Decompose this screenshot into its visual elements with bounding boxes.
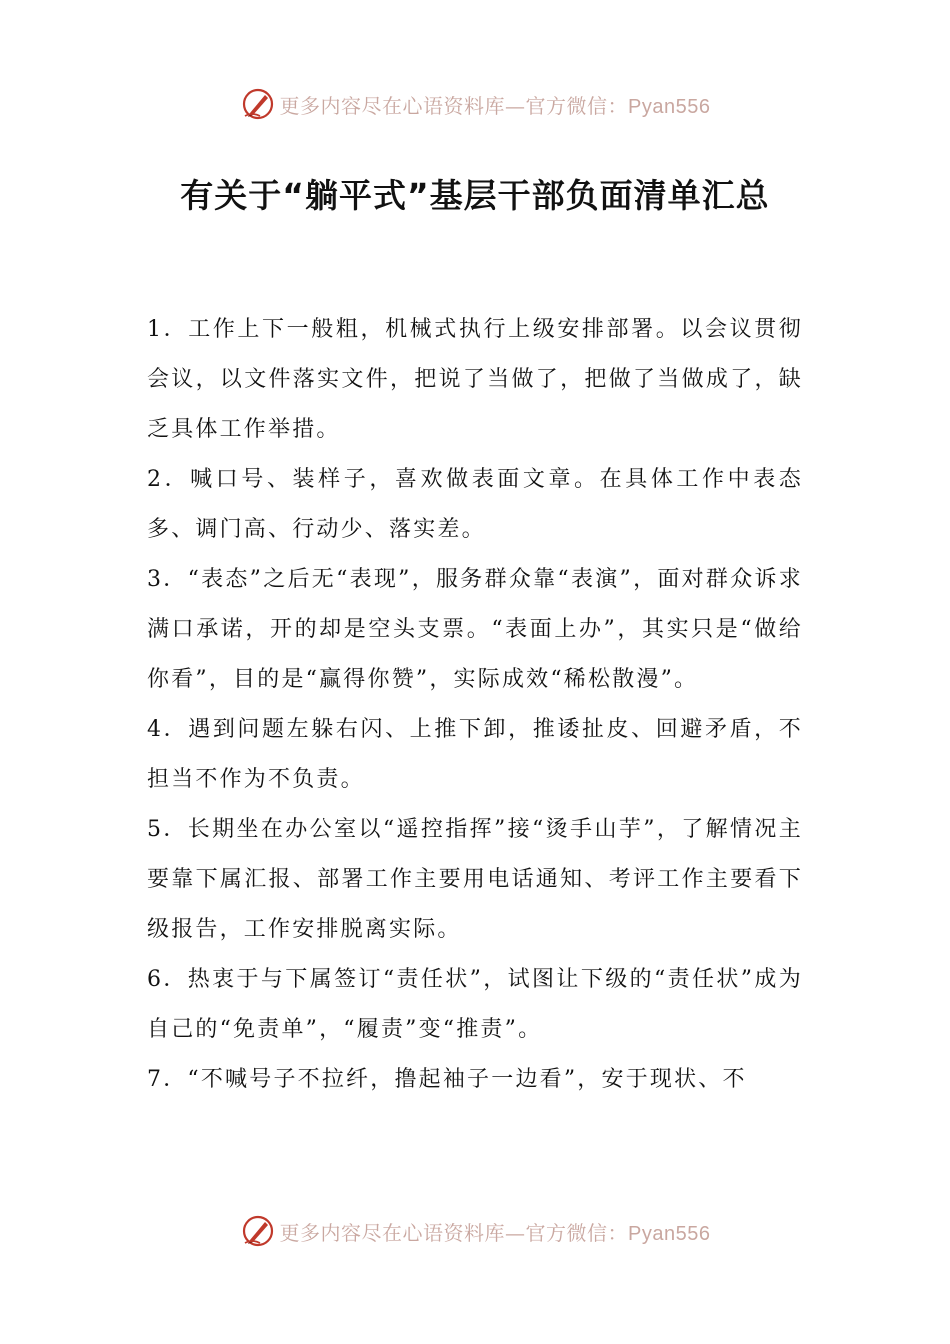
list-item: 2．喊口号、装样子，喜欢做表面文章。在具体工作中表态多、调门高、行动少、落实差。 — [147, 467, 803, 542]
pen-nib-logo-icon — [240, 1213, 276, 1249]
header-banner — [0, 84, 950, 124]
footer-banner-label: 更多内容尽在心语资料库—官方微信： — [279, 1220, 629, 1245]
list-item: 3．“表态”之后无“表现”，服务群众靠“表演”，面对群众诉求满口承诺，开的却是空头支票。“表面上办”，其实只是“做给你看”，目的是“赢得你赞”，实际成效“稀松散漫”。 — [147, 567, 803, 692]
footer-wechat-id: Pyan556 — [628, 1222, 711, 1245]
footer-banner-text — [280, 1217, 711, 1246]
document-body — [147, 305, 803, 1105]
document-title: 有关于“躺平式”基层干部负面清单汇总 — [180, 176, 770, 215]
footer-banner — [0, 1211, 950, 1251]
list-item: 4．遇到问题左躲右闪、上推下卸，推诿扯皮、回避矛盾，不担当不作为不负责。 — [147, 717, 803, 792]
list-item: 7．“不喊号子不拉纤，撸起袖子一边看”，安于现状、不 — [147, 1067, 747, 1092]
list-item: 5．长期坐在办公室以“遥控指挥”接“烫手山芋”，了解情况主要靠下属汇报、部署工作主要用电话通知、考评工作主要看下级报告，工作安排脱离实际。 — [147, 817, 803, 942]
list-item: 6．热衷于与下属签订“责任状”，试图让下级的“责任状”成为自己的“免责单”，“履责”变“推责”。 — [147, 967, 803, 1042]
list-item: 1．工作上下一般粗，机械式执行上级安排部署。以会议贯彻会议，以文件落实文件，把说了当做了，把做了当做成了，缺乏具体工作举措。 — [147, 317, 803, 442]
header-wechat-id: Pyan556 — [628, 95, 711, 118]
header-banner-text — [280, 90, 711, 119]
header-banner-label: 更多内容尽在心语资料库—官方微信： — [279, 93, 629, 118]
pen-nib-logo-icon — [240, 86, 276, 122]
